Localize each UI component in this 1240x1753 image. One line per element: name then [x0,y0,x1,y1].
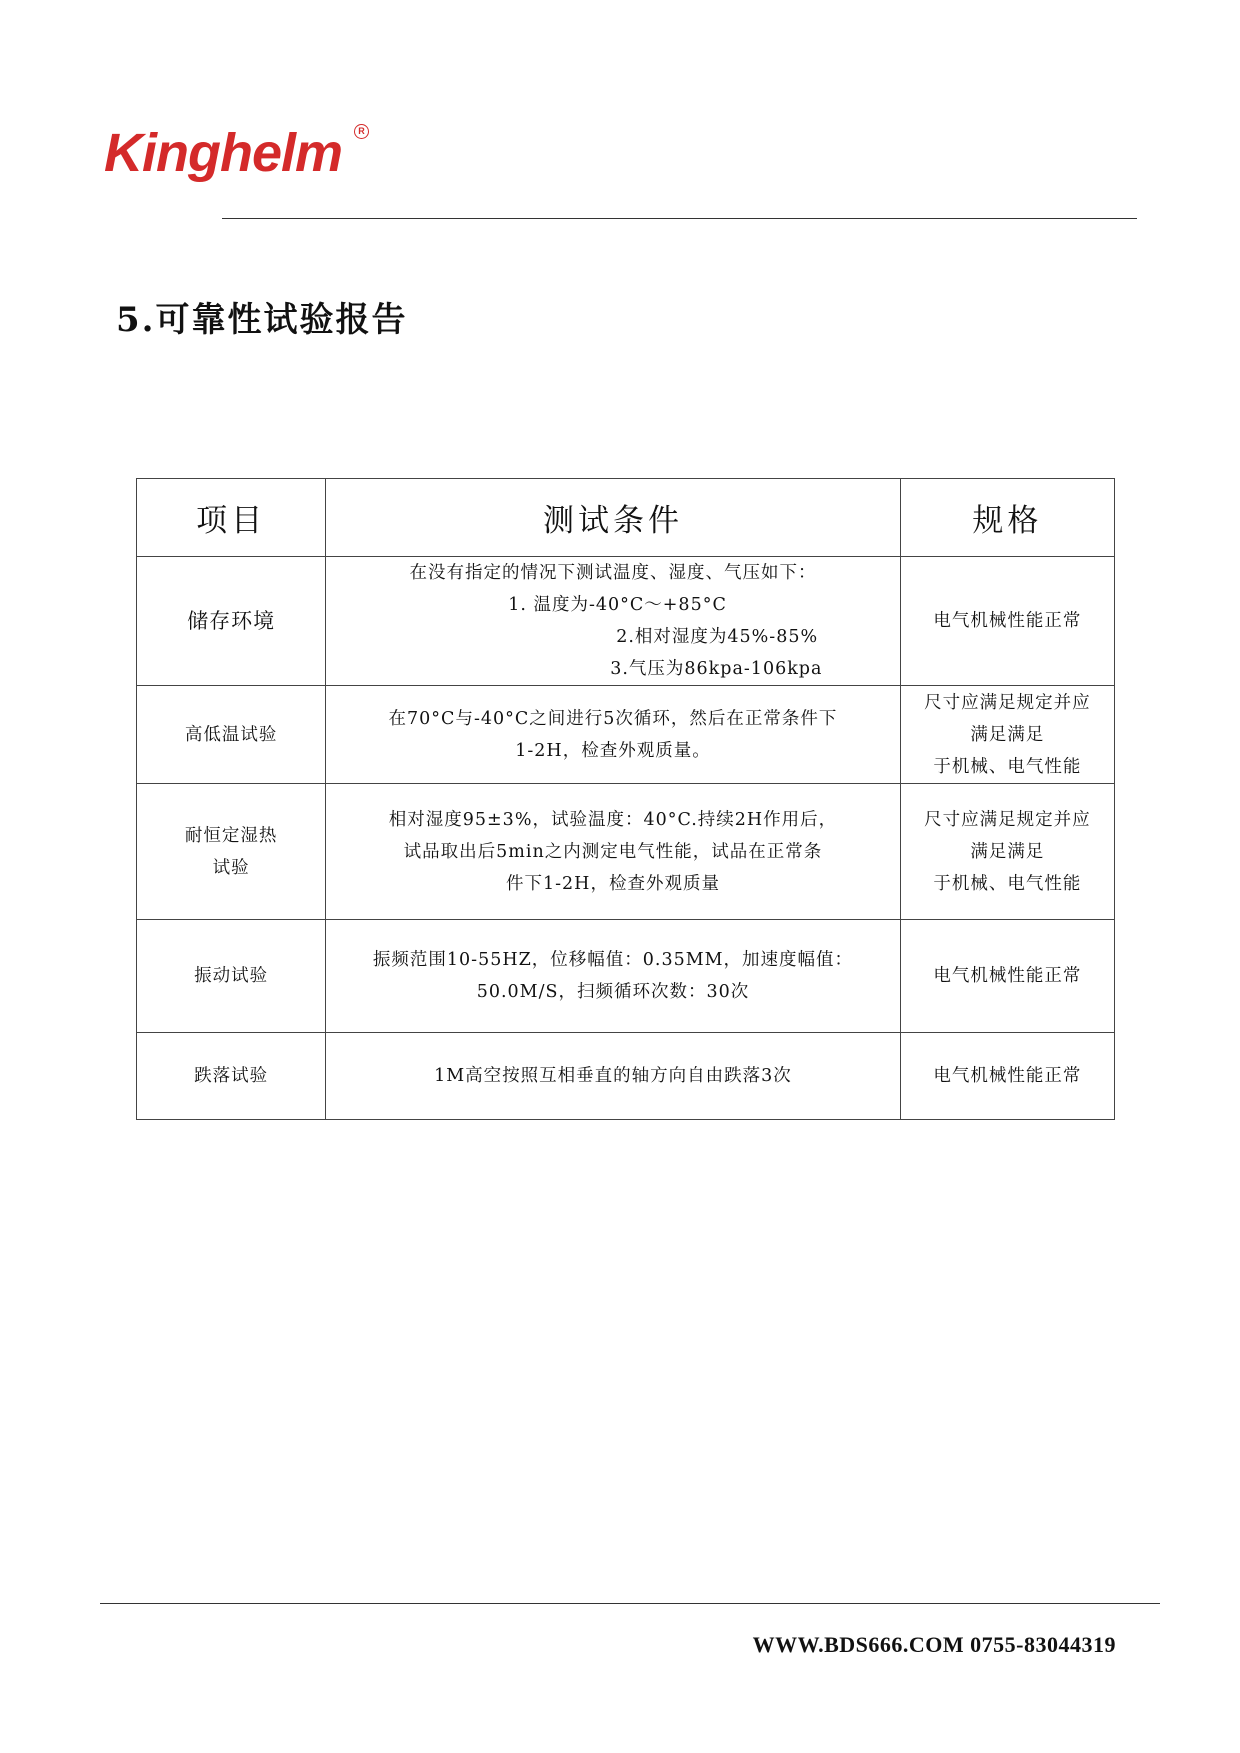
table-row [137,784,1115,920]
kinghelm-logo [104,118,365,188]
table-row [137,920,1115,1033]
condition-cell [326,1033,901,1120]
spec-line: 电气机械性能正常 [933,966,1082,986]
condition-line: 1-2H，检查外观质量。 [515,740,711,761]
item-cell [137,686,326,784]
condition-cell [326,686,901,784]
spec-line: 于机械、电气性能 [933,756,1082,777]
spec-line: 尺寸应满足规定并应 [924,692,1091,713]
item-line: 储存环境 [187,609,276,633]
item-cell [137,784,326,920]
header-spec: 规格 [900,479,1114,557]
condition-line: 1M高空按照互相垂直的轴方向自由跌落3次 [434,1066,792,1086]
item-cell [137,920,326,1033]
item-cell [137,1033,326,1120]
condition-cell [326,784,901,920]
item-line: 高低温试验 [184,724,278,745]
condition-cell [326,557,901,686]
spec-cell [900,686,1114,784]
condition-line: 试品取出后5min之内测定电气性能，试品在正常条 [403,841,823,862]
header-divider [222,218,1137,219]
table-row [137,686,1115,784]
header-item: 项目 [137,479,326,557]
spec-line: 于机械、电气性能 [933,873,1082,894]
spec-line: 满足满足 [970,724,1045,745]
spec-cell [900,920,1114,1033]
condition-line: 在70°C与-40°C之间进行5次循环，然后在正常条件下 [388,708,838,729]
table-row [137,557,1115,686]
footer-contact: WWW.BDS666.COM 0755-83044319 [752,1632,1116,1657]
item-line: 耐恒定湿热 [184,825,278,846]
header-condition: 测试条件 [326,479,901,557]
reliability-test-table [136,478,1115,1120]
page-title: 5.可靠性试验报告 [116,300,408,340]
item-cell [137,557,326,686]
condition-line: 50.0M/S，扫频循环次数：30次 [476,982,750,1002]
logo-wordmark: Kinghelm [104,123,343,183]
condition-line: 相对湿度95±3%，试验温度：40°C.持续2H作用后， [388,809,838,830]
table-row [137,1033,1115,1120]
item-line: 振动试验 [194,966,269,986]
spec-line: 电气机械性能正常 [933,611,1082,631]
spec-line: 电气机械性能正常 [933,1066,1082,1086]
condition-line: 1. 温度为-40°C～+85°C [508,595,727,615]
item-line: 试验 [212,857,250,878]
condition-line: 在没有指定的情况下测试温度、湿度、气压如下： [409,563,817,583]
spec-line: 尺寸应满足规定并应 [924,809,1091,830]
spec-cell [900,557,1114,686]
condition-cell [326,920,901,1033]
condition-line: 3.气压为86kpa-106kpa [610,659,823,679]
condition-line: 2.相对湿度为45%-85% [616,627,819,647]
footer-divider [100,1603,1160,1604]
condition-line: 件下1-2H，检查外观质量 [506,873,720,894]
item-line: 跌落试验 [194,1066,269,1086]
spec-cell [900,784,1114,920]
table-header-row [137,479,1115,557]
condition-line: 振频范围10-55HZ，位移幅值：0.35MM，加速度幅值： [372,950,854,970]
spec-line: 满足满足 [970,841,1045,862]
spec-cell [900,1033,1114,1120]
registered-mark-icon: R [354,124,369,139]
